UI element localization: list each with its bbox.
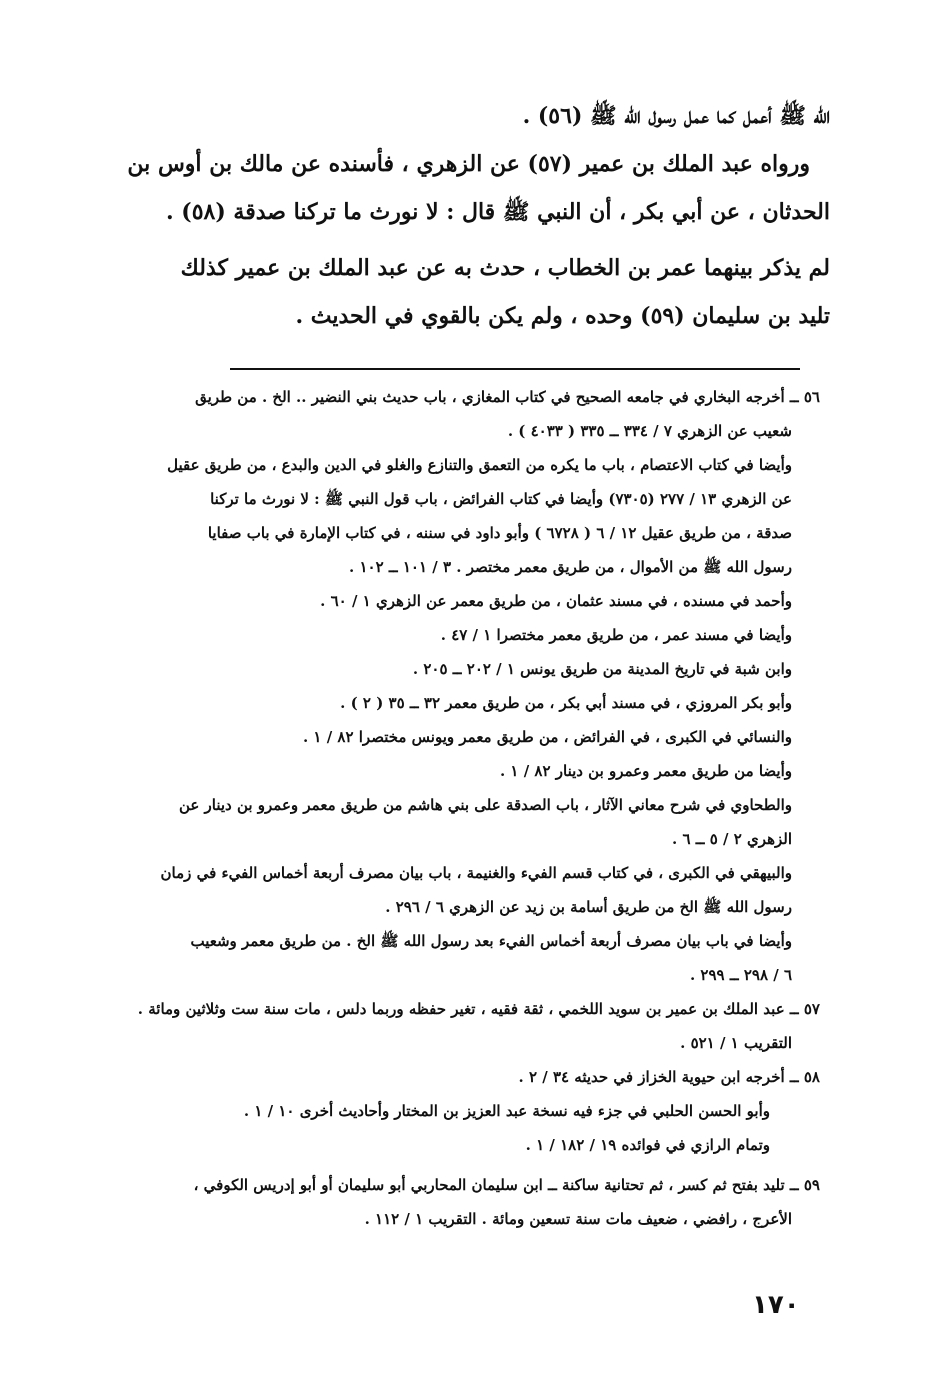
footnote-line: وأيضا في باب بيان مصرف أربعة أخماس الفيء بعد رسول الله ﷺ الخ . من طريق معمر وشعيب <box>190 932 792 950</box>
footnote-line: الأعرج ، رافضي ، ضعيف مات سنة تسعين ومائة . التقريب ١ / ١١٢ . <box>364 1210 792 1228</box>
footnote-line: وتمام الرازي في فوائده ١٩ / ١٨٢ / ١ . <box>525 1136 770 1154</box>
footnote-line: وأبو بكر المروزي ، في مسند أبي بكر ، من طريق معمر ٣٢ ــ ٣٥ ( ٢ ) . <box>340 694 792 712</box>
main-line: ورواه عبد الملك بن عمير (٥٧) عن الزهري ، فأسنده عن مالك بن أوس بن <box>127 151 810 177</box>
footnote-line: رسول الله ﷺ من الأموال ، من طريق معمر مختصر . ٣ / ١٠١ ــ ١٠٢ . <box>349 558 792 576</box>
footnote-line: ٥٦ ــ أخرجه البخاري في جامعه الصحيح في كتاب المغازي ، باب حديث بني النضير .. الخ . من طريق <box>195 388 820 406</box>
footnote-line: عن الزهري ١٣ / ٢٧٧ (٧٣٠٥) وأيضا في كتاب الفرائض ، باب قول النبي ﷺ : لا نورث ما تركنا <box>210 490 792 508</box>
footnote-line: وأيضا في كتاب الاعتصام ، باب ما يكره من التعمق والتنازع والغلو في الدين والبدع ، من طريق عقيل <box>167 456 792 474</box>
footnote-line: وابن شبة في تاريخ المدينة من طريق يونس ١ / ٢٠٢ ــ ٢٠٥ . <box>412 660 792 678</box>
footnote-line: الزهري ٢ / ٥ ــ ٦ . <box>672 830 792 848</box>
footnote-line: والنسائي في الكبرى ، في الفرائض ، من طريق معمر ويونس مختصرا ٨٢ / ١ . <box>302 728 792 746</box>
page-number: ١٧٠ <box>752 1290 800 1320</box>
main-line: لم يذكر بينهما عمر بن الخطاب ، حدث به عن عبد الملك بن عمير كذلك <box>180 255 830 281</box>
footnote-line: ٥٨ ــ أخرجه ابن حيوية الخزاز في حديثه ٣٤ / ٢ . <box>518 1068 820 1086</box>
footnote-line: والطحاوي في شرح معاني الآثار ، باب الصدقة على بني هاشم من طريق معمر وعمرو بن دينار عن <box>178 796 792 814</box>
footnote-line: وأبو الحسن الحلبي في جزء فيه نسخة عبد العزيز بن المختار وأحاديث أخرى ١٠ / ١ . <box>243 1102 770 1120</box>
footnote-line: وأحمد في مسنده ، في مسند عثمان ، من طريق معمر عن الزهري ١ / ٦٠ . <box>320 592 792 610</box>
footnote-line: وأيضا في مسند عمر ، من طريق معمر مختصرا ١ / ٤٧ . <box>440 626 792 644</box>
main-line: الله ﷺ أعمل كما عمل رسول الله ﷺ (٥٦) . <box>522 103 830 129</box>
footnote-line: شعيب عن الزهري ٧ / ٣٣٤ ــ ٣٣٥ ( ٤٠٣٣ ) . <box>507 422 792 440</box>
footnote-line: ٥٩ ــ تليد بفتح ثم كسر ، ثم تحتانية ساكنة ــ ابن سليمان المحاربي أبو سليمان أو أبو إدريس الكوفي ، <box>193 1176 820 1194</box>
footnote-line: صدقة ، من طريق عقيل ١٢ / ٦ ( ٦٧٢٨ ) وأبو داود في سننه ، في كتاب الإمارة في باب صفايا <box>207 524 792 542</box>
footnote-line: رسول الله ﷺ الخ من طريق أسامة بن زيد عن الزهري ٦ / ٢٩٦ . <box>385 898 792 916</box>
main-line: تليد بن سليمان (٥٩) وحده ، ولم يكن بالقوي في الحديث . <box>295 303 830 329</box>
main-text <box>100 92 830 340</box>
footnote-line: التقريب ١ / ٥٢١ . <box>680 1034 792 1052</box>
footnotes <box>100 380 820 1236</box>
footnote-line: والبيهقي في الكبرى ، في كتاب قسم الفيء والغنيمة ، باب بيان مصرف أربعة أخماس الفيء في زمان <box>160 864 792 882</box>
main-line: الحدثان ، عن أبي بكر ، أن النبي ﷺ قال : لا نورث ما تركنا صدقة (٥٨) . <box>165 199 830 225</box>
footnote-line: وأيضا من طريق معمر وعمرو بن دينار ٨٢ / ١ . <box>499 762 792 780</box>
footnote-line: ٥٧ ــ عبد الملك بن عمير بن سويد اللخمي ، ثقة فقيه ، تغير حفظه وربما دلس ، مات سنة ست وثلاثين ومائة . <box>137 1000 820 1018</box>
footnote-line: ٦ / ٢٩٨ ــ ٢٩٩ . <box>689 966 792 984</box>
footnote-divider <box>230 368 800 370</box>
